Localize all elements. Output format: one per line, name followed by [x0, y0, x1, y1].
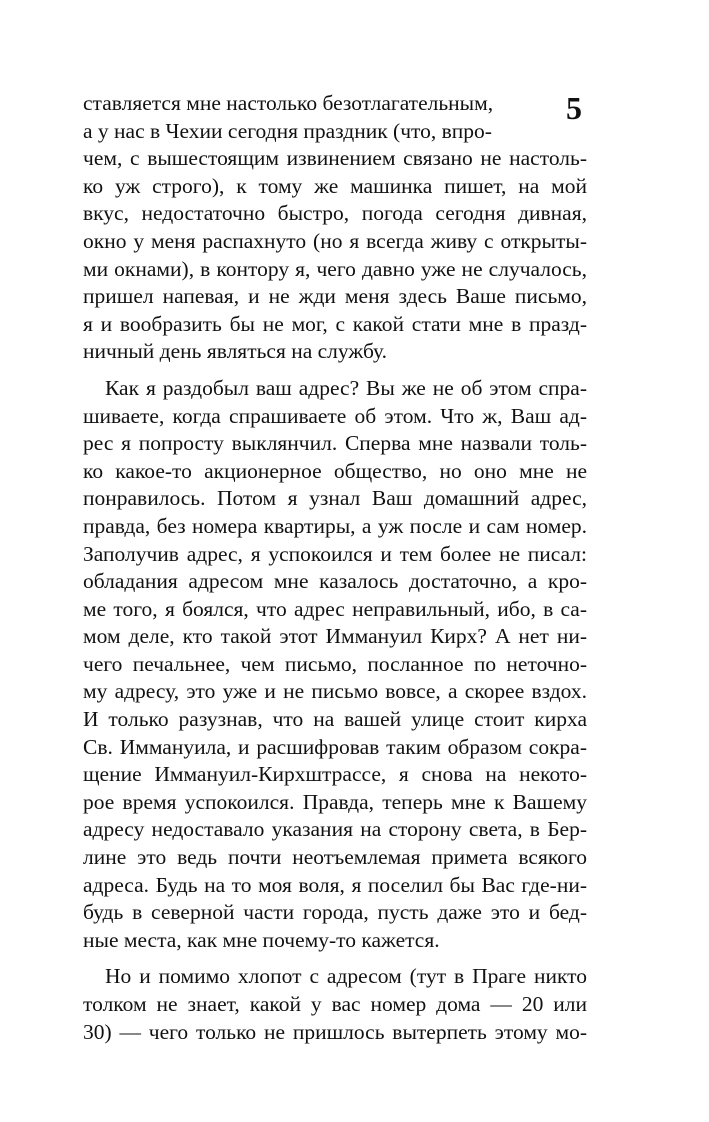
body-text [83, 90, 587, 1046]
text-line: вкус, недостаточно быстро, погода сегодня дивная, [83, 201, 587, 226]
text-line: И только разузнав, что на вашей улице стоит кирха [83, 707, 587, 732]
text-line: понравилось. Потом я узнал Ваш домашний адрес, [83, 486, 587, 511]
text-line: Как я раздобыл ваш адрес? Вы же не об этом спра- [105, 375, 587, 400]
text-line: рое время успокоился. Правда, теперь мне к Вашему [83, 789, 587, 814]
paragraph-gap [83, 366, 587, 375]
text-line: ко уж строго), к тому же машинка пишет, на мой [83, 173, 587, 198]
text-line: ставляется мне настолько безотлагательным, [83, 91, 494, 115]
text-line: а у нас в Чехии сегодня праздник (что, впро- [83, 118, 492, 143]
text-line: лине это ведь почти неотъемлемая примета всякого [83, 845, 587, 870]
text-line: чего печальнее, чем письмо, посланное по неточно- [83, 651, 587, 676]
text-line: ми окнами), в контору я, чего давно уже не случалось, [83, 256, 587, 281]
text-line: правда, без номера квартиры, а уж после и сам номер. [83, 513, 587, 538]
text-line: окно у меня распахнуто (но я всегда живу с открыты- [83, 228, 587, 253]
text-line: ко какое-то акционерное общество, но оно мне не [83, 458, 587, 483]
text-line: ме того, я боялся, что адрес неправильный, ибо, в са- [83, 596, 587, 621]
text-line: шиваете, когда спрашиваете об этом. Что ж, Ваш ад- [83, 403, 587, 428]
text-line: толком не знает, какой у вас номер дома — 20 или [83, 992, 587, 1016]
text-line: пришел напевая, и не жди меня здесь Ваше письмо, [83, 284, 587, 309]
paragraph [83, 963, 587, 1046]
text-line: рес я попросту выклянчил. Сперва мне назвали толь- [83, 431, 587, 456]
text-line: обладания адресом мне казалось достаточно, а кро- [83, 569, 587, 594]
text-line: адресу недоставало указания на сторону света, в Бер- [83, 817, 587, 842]
text-line: ные места, как мне почему-то кажется. [83, 927, 440, 952]
paragraph [83, 90, 587, 366]
text-line: Но и помимо хлопот с адресом (тут в Праге никто [105, 964, 587, 989]
text-line: щение Иммануил-Кирхштрассе, я снова на некото- [83, 762, 587, 787]
text-line: Заполучив адрес, я успокоился и тем более не писал: [83, 541, 587, 566]
text-line: я и вообразить бы не мог, с какой стати мне в празд- [83, 311, 587, 336]
text-line: 30) — чего только не пришлось вытерпеть этому мо- [83, 1019, 587, 1044]
text-line: чем, с вышестоящим извинением связано не настоль- [83, 146, 587, 171]
page-number: 5 [566, 90, 582, 126]
paragraph-gap [83, 954, 587, 963]
text-line: ничный день являться на службу. [83, 339, 388, 364]
paragraph [83, 375, 587, 954]
text-line: му адресу, это уже и не письмо вовсе, а скорее вздох. [83, 679, 587, 704]
text-line: будь в северной части города, пусть даже это и бед- [83, 900, 587, 925]
text-line: адреса. Будь на то моя воля, я поселил бы Вас где-ни- [83, 872, 587, 897]
text-line: Св. Иммануила, и расшифровав таким образом сокра- [83, 734, 587, 759]
text-line: мом деле, кто такой этот Иммануил Кирх? А нет ни- [83, 624, 587, 649]
